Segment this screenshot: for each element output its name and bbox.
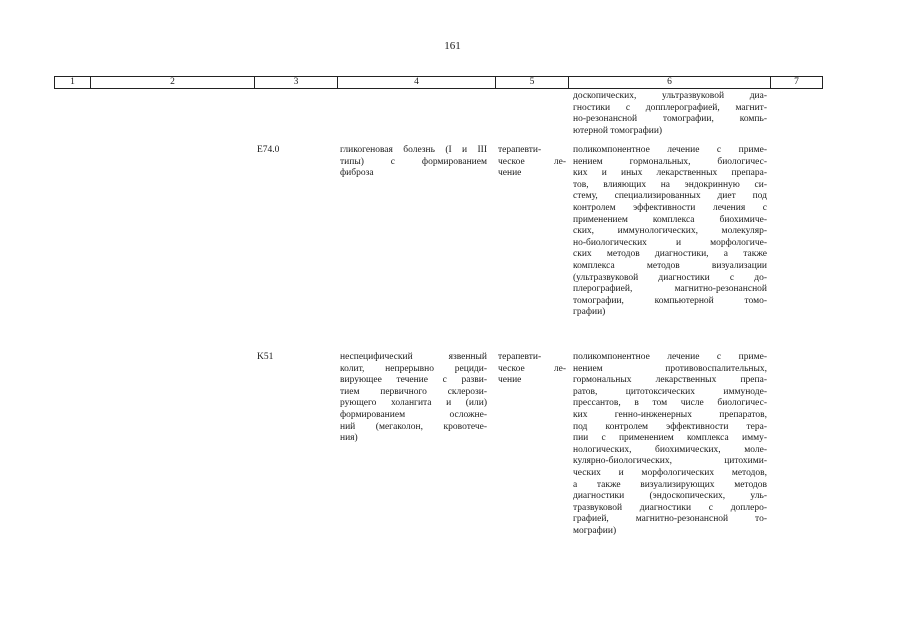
medical-care-table (54, 76, 823, 89)
text-line: поликомпонентное лечение с приме- (573, 352, 767, 362)
text-line: тием первичного склерози- (340, 386, 487, 397)
text-line: томографии, компьютерной томо- (573, 295, 767, 306)
text-line: но-биологических и морфологиче- (573, 237, 767, 248)
text-line: мографии) (573, 525, 617, 536)
text-line: графией, магнитно-резонансной то- (573, 514, 767, 525)
text-line: прессантов, в том числе биологичес- (573, 398, 767, 409)
text-line: ческое ле- (498, 363, 566, 374)
text-line: ских методов диагностики, а также (573, 249, 767, 260)
text-line: гликогеновая болезнь (I и III (340, 145, 487, 155)
text-line: чение (498, 375, 522, 386)
column-header-5: 5 (496, 77, 569, 88)
text-line: контролем эффективности лечения с (573, 202, 767, 213)
text-line: комплекса методов визуализации (573, 260, 767, 271)
text-line: колит, непрерывно рециди- (340, 363, 487, 374)
text-line: терапевти- (498, 145, 542, 155)
text-line: ратов, цитотоксических иммуноде- (573, 386, 767, 397)
text-line: нением противовоспалительных, (573, 363, 767, 374)
text-line: чение (498, 168, 522, 179)
text-line: графии) (573, 307, 606, 318)
text-line: стему, специализированных диет под (573, 191, 767, 202)
text-line: доскопических, ультразвуковой диа- (573, 91, 767, 101)
text-line: ний (мегаколон, кровотече- (340, 421, 487, 432)
column-header-1: 1 (55, 77, 91, 88)
column-number-row (54, 76, 823, 89)
text-line: а также визуализирующих методов (573, 479, 767, 490)
text-line: ких и иных лекарственных препара- (573, 168, 767, 179)
text-line: ческих и морфологических методов, (573, 467, 767, 478)
text-line: ких генно-инженерных препаратов, (573, 409, 767, 420)
text-line: вирующее течение с разви- (340, 375, 487, 386)
text-line: тразвуковой диагностики с доплеро- (573, 502, 767, 513)
text-line: ских, иммунологических, молекуляр- (573, 226, 767, 237)
disease-description (340, 352, 487, 445)
treatment-type (498, 352, 566, 387)
continuation-method-text (573, 91, 767, 137)
text-line: поликомпонентное лечение с приме- (573, 145, 767, 155)
text-line: формированием осложне- (340, 409, 487, 420)
text-line: фиброза (340, 168, 374, 179)
row-code (257, 352, 327, 364)
text-line: применением комплекса биохимиче- (573, 214, 767, 225)
text-line: гностики с допплерографией, магнит- (573, 102, 767, 113)
text-line: диагностики (эндоскопических, уль- (573, 491, 767, 502)
text-line: плерографией, магнитно-резонансной (573, 284, 767, 295)
text-line: под контролем эффективности тера- (573, 421, 767, 432)
disease-description (340, 145, 487, 180)
text-line: гормональных лекарственных препа- (573, 375, 767, 386)
treatment-method (573, 145, 767, 319)
treatment-type (498, 145, 566, 180)
column-header-4: 4 (338, 77, 496, 88)
text-line: но-резонансной томографии, компь- (573, 114, 767, 125)
treatment-method (573, 352, 767, 538)
text-line: неспецифический язвенный (340, 352, 487, 362)
text-line: ческое ле- (498, 156, 566, 167)
text-line: тов, влияющих на эндокринную си- (573, 179, 767, 190)
text-line: рующего холангита и (или) (340, 398, 487, 409)
text-line: ния) (340, 433, 358, 444)
row-code (257, 145, 327, 157)
text-line: терапевти- (498, 352, 542, 362)
text-line: типы) с формированием (340, 156, 487, 167)
column-header-2: 2 (91, 77, 255, 88)
column-header-3: 3 (255, 77, 338, 88)
text-line: E74.0 (257, 145, 280, 155)
text-line: пии с применением комплекса имму- (573, 433, 767, 444)
text-line: нением гормональных, биологичес- (573, 156, 767, 167)
column-header-7: 7 (794, 77, 799, 87)
text-line: нологических, биохимических, моле- (573, 444, 767, 455)
text-line: (ультразвуковой диагностики с до- (573, 272, 767, 283)
text-line: ютерной томографии) (573, 125, 663, 136)
text-line: K51 (257, 352, 274, 362)
text-line: кулярно-биологических, цитохими- (573, 456, 767, 467)
column-header-6: 6 (569, 77, 771, 88)
page-number: 161 (444, 40, 461, 52)
